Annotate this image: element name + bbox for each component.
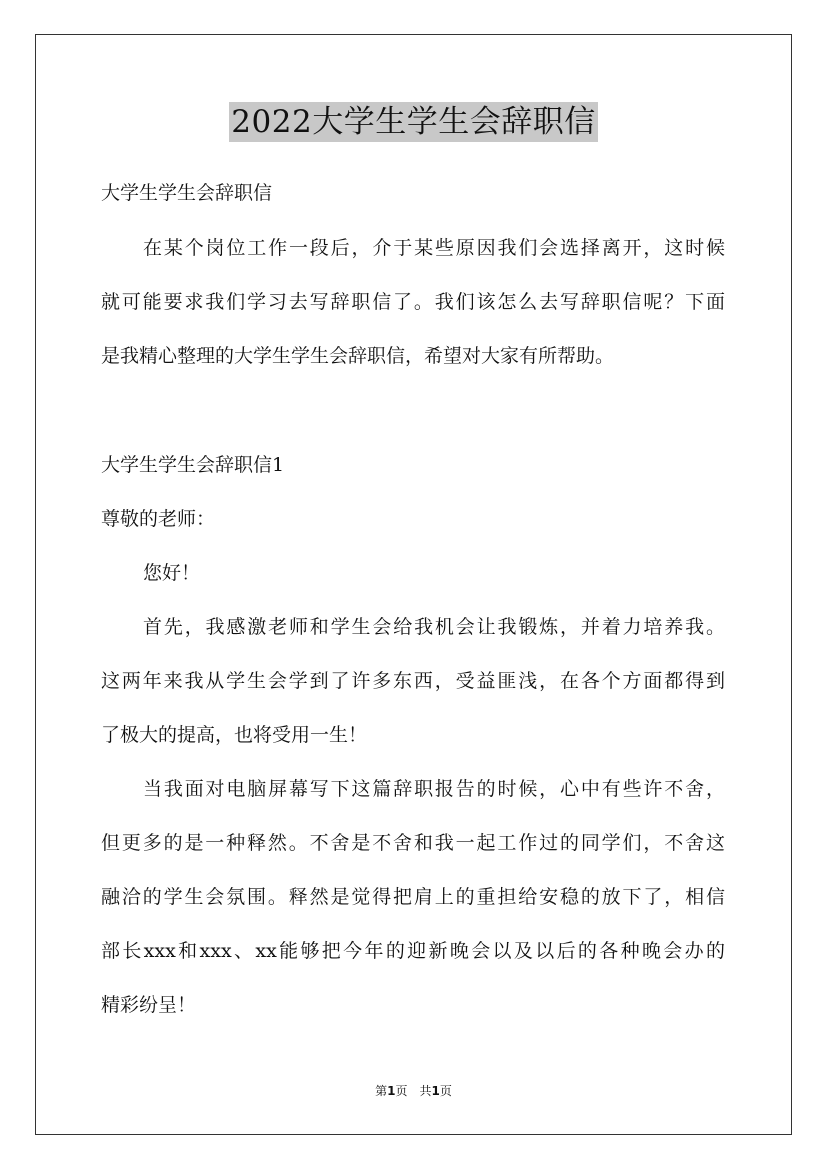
footer-prefix: 第: [375, 1084, 388, 1098]
footer-mid: 页 共: [395, 1084, 432, 1098]
para2-line-1: 当我面对电脑屏幕写下这篇辞职报告的时候，心中有些许不舍，: [143, 778, 725, 800]
para1-line-2: 这两年来我从学生会学到了许多东西，受益匪浅，在各个方面都得到: [101, 670, 725, 692]
section-heading: 大学生学生会辞职信1: [101, 454, 285, 476]
greeting: 您好！: [143, 562, 201, 584]
salutation: 尊敬的老师：: [101, 508, 216, 530]
para1-line-3: 了极大的提高，也将受用一生！: [101, 724, 368, 746]
footer-suffix: 页: [439, 1084, 452, 1098]
para1-line-1: 首先，我感激老师和学生会给我机会让我锻炼，并着力培养我。: [143, 616, 725, 638]
intro-line-3: 是我精心整理的大学生学生会辞职信，希望对大家有所帮助。: [101, 345, 615, 367]
para2-line-4: 部长xxx和xxx、xx能够把今年的迎新晚会以及以后的各种晚会办的: [101, 940, 725, 962]
para2-line-3: 融洽的学生会氛围。释然是觉得把肩上的重担给安稳的放下了，相信: [101, 886, 725, 908]
subtitle: 大学生学生会辞职信: [101, 182, 273, 204]
document-title: 2022大学生学生会辞职信: [231, 104, 596, 140]
footer-total-pages: 1: [431, 1084, 440, 1098]
title-wrap: [0, 102, 827, 142]
intro-line-2: 就可能要求我们学习去写辞职信了。我们该怎么去写辞职信呢？下面: [101, 291, 725, 313]
para2-line-5: 精彩纷呈！: [101, 994, 197, 1016]
page-footer: [0, 1083, 827, 1099]
intro-line-1: 在某个岗位工作一段后，介于某些原因我们会选择离开，这时候: [143, 237, 725, 259]
para2-line-2: 但更多的是一种释然。不舍是不舍和我一起工作过的同学们，不舍这: [101, 832, 725, 854]
footer-page-number: 1: [387, 1084, 396, 1098]
